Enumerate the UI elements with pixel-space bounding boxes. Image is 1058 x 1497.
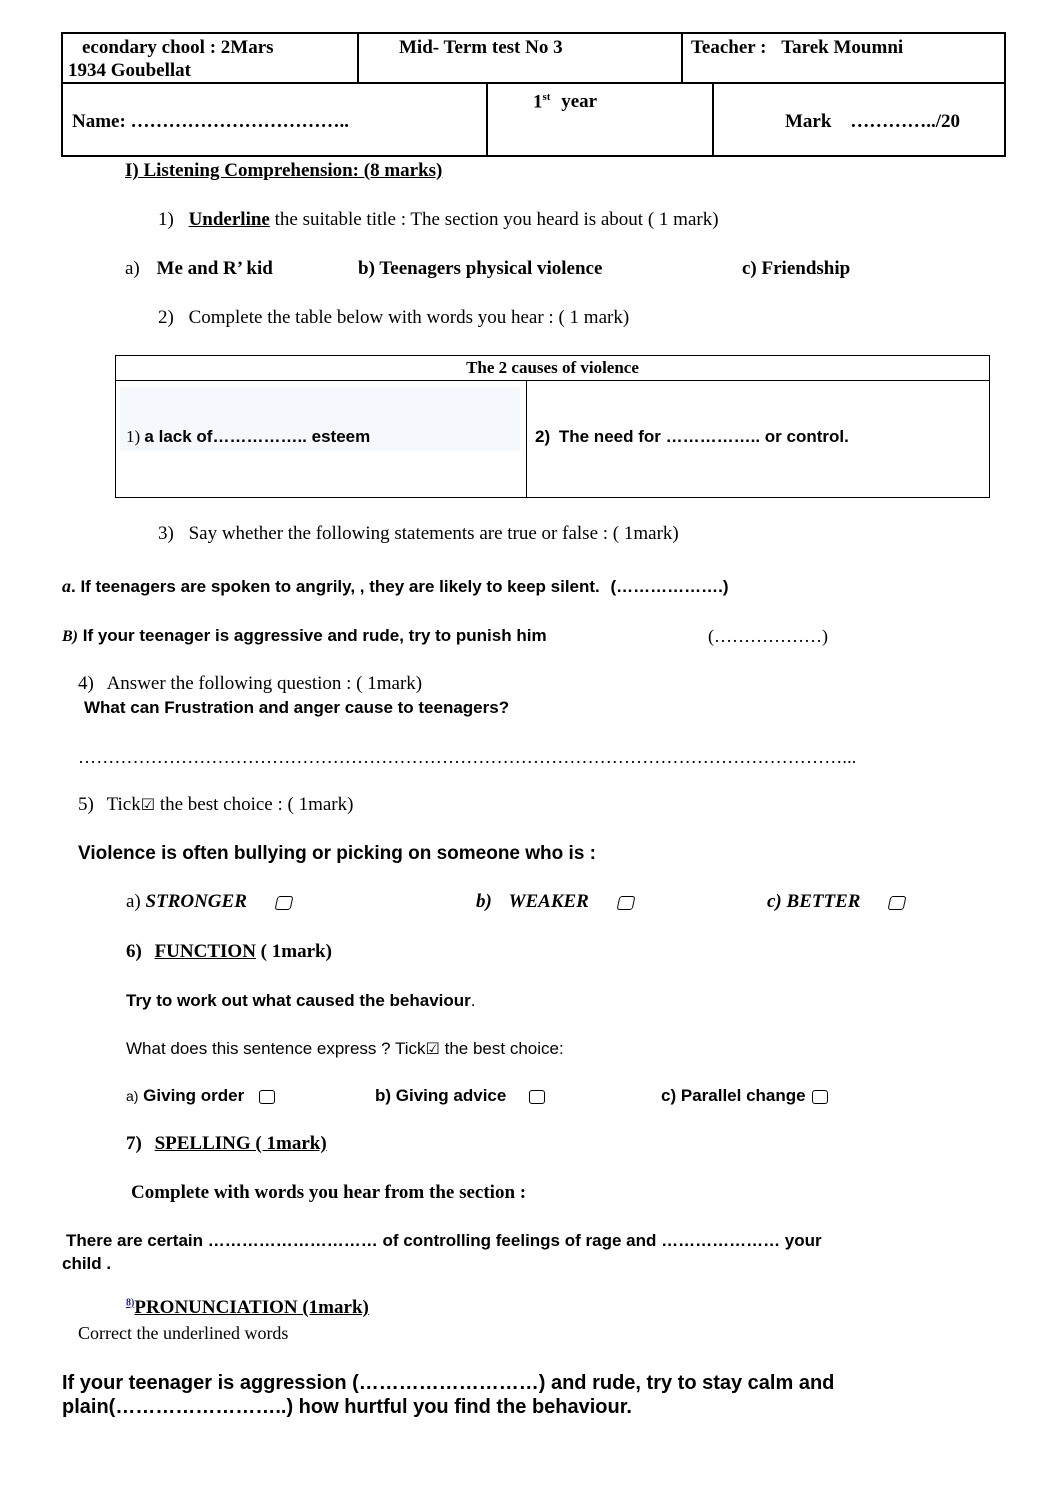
q6-option-a-label: Giving order (138, 1086, 245, 1105)
cause-1-text: a lack of…………….. esteem (144, 427, 371, 446)
q6-option-b[interactable] (375, 1086, 545, 1106)
q8-number[interactable]: 8) (126, 1297, 135, 1309)
q5-option-a-label: STRONGER (145, 891, 247, 912)
year-cell (533, 86, 597, 113)
q7-line2: child . (62, 1254, 112, 1273)
q6-sentence (126, 991, 476, 1011)
q6-sentence-end: . (470, 991, 476, 1010)
school-cell (68, 36, 353, 82)
causes-cell-1[interactable] (116, 381, 527, 497)
q8-line1[interactable]: If your teenager is aggression (………………………) and rude, try to stay calm and (62, 1372, 835, 1394)
checkbox-icon[interactable] (616, 896, 635, 910)
q2-number: 2) (158, 307, 174, 328)
q6-prompt-after: the best choice: (439, 1039, 564, 1058)
q6-title: FUNCTION (154, 941, 256, 962)
q4-number: 4) (78, 673, 94, 694)
q1-option-a-label: Me and R’ kid (156, 258, 273, 279)
causes-cell-2[interactable] (527, 381, 989, 497)
cause-2-number: 2) (535, 427, 551, 446)
teacher-name: Tarek Moumni (781, 37, 904, 58)
q6-sentence-text: Try to work out what caused the behaviour (126, 991, 471, 1010)
year-number: 1 (533, 91, 543, 113)
tick-box-icon: ☑ (140, 795, 156, 814)
q8-line2[interactable]: plain(……………………..) how hurtful you find the behaviour. (62, 1396, 632, 1418)
q8-instruction: Correct the underlined words (78, 1323, 289, 1343)
teacher-cell (691, 36, 903, 59)
school-line1: econdary chool : 2Mars (82, 37, 274, 58)
q4-instruction (78, 673, 422, 695)
year-sup: st (542, 91, 551, 103)
q3-instruction (158, 523, 679, 545)
q3-statement-a (62, 576, 729, 597)
q1-option-b-label: Teenagers physical violence (379, 258, 603, 279)
q5-option-c[interactable] (767, 891, 905, 913)
q6-number: 6) (126, 941, 142, 962)
q6-prompt (126, 1039, 564, 1059)
q3-statement-b-letter: B) (62, 628, 78, 645)
causes-table (115, 355, 990, 498)
q1-option-b[interactable] (358, 258, 602, 280)
q6-option-c[interactable] (661, 1086, 828, 1106)
checkbox-icon[interactable] (888, 896, 907, 910)
section-title: I) Listening Comprehension: (8 marks) (125, 160, 443, 181)
q1-option-a[interactable] (125, 258, 273, 280)
q6-option-a-letter: a) (126, 1088, 139, 1104)
mark-field[interactable]: …………../20 (850, 111, 960, 132)
q6-prompt-before: What does this sentence express ? Tick (126, 1039, 426, 1058)
q2-instruction (158, 307, 629, 329)
q1-option-a-letter: a) (125, 258, 140, 279)
q6-option-b-label: Giving advice (395, 1086, 507, 1105)
q5-option-a[interactable] (126, 891, 292, 913)
causes-table-header: The 2 causes of violence (116, 356, 989, 381)
checkbox-icon[interactable] (812, 1090, 828, 1104)
q5-option-b-letter: b) (476, 891, 492, 912)
q3-statement-a-letter: a (62, 576, 71, 596)
q6-marks: ( 1mark) (255, 941, 332, 962)
q6-option-b-letter: b) (375, 1086, 392, 1105)
q3-statement-a-text: . If teenagers are spoken to angrily, , they are likely to keep silent. (71, 577, 600, 596)
header-divider-4 (712, 82, 714, 155)
header-divider-1 (357, 34, 359, 82)
tick-box-icon: ☑ (425, 1039, 440, 1058)
header-divider-3 (486, 82, 488, 155)
q7-title: SPELLING ( 1mark) (154, 1133, 327, 1154)
q1-instruction (158, 209, 719, 231)
q1-keyword: Underline (188, 209, 270, 230)
mark-label: Mark (785, 111, 832, 132)
q7-instruction: Complete with words you hear from the section : (131, 1182, 527, 1203)
q7-line1[interactable]: There are certain ………………………… of controlling feelings of rage and ………………… your (66, 1231, 822, 1250)
q3-text: Say whether the following statements are true or false : ( 1mark) (188, 523, 679, 544)
name-field[interactable]: Name: …………………………….. (72, 111, 350, 132)
q3-statement-b-text: If your teenager is aggressive and rude, try to punish him (78, 626, 547, 645)
header-table (61, 32, 1006, 157)
q5-text-before: Tick (106, 794, 141, 815)
cause-2-text: The need for …………….. or control. (558, 427, 849, 446)
q7-number: 7) (126, 1133, 142, 1154)
q6-heading (126, 941, 332, 963)
q6-option-c-letter: c) (661, 1086, 677, 1105)
q5-option-b[interactable] (476, 891, 634, 913)
q1-number: 1) (158, 209, 174, 230)
q4-answer-line[interactable]: ………………………………………………………………………………………………………………... (78, 747, 857, 767)
school-line2: 1934 Goubellat (68, 60, 191, 81)
q5-instruction (78, 794, 353, 816)
checkbox-icon[interactable] (529, 1090, 545, 1104)
q4-question: What can Frustration and anger cause to teenagers? (84, 698, 510, 717)
q5-number: 5) (78, 794, 94, 815)
checkbox-icon[interactable] (259, 1090, 275, 1104)
cause-1-number: 1) (126, 427, 141, 446)
mark-cell (785, 110, 960, 133)
q5-option-b-label: WEAKER (508, 891, 589, 912)
cause-2 (535, 427, 849, 447)
q5-option-a-letter: a) (126, 891, 141, 912)
year-label: year (561, 91, 598, 113)
q4-text: Answer the following question : ( 1mark) (106, 673, 423, 694)
q5-option-c-label: BETTER (786, 891, 861, 912)
q1-text: the suitable title : The section you heard is about ( 1 mark) (269, 209, 719, 230)
q7-heading (126, 1133, 327, 1155)
teacher-label: Teacher : (691, 37, 767, 58)
checkbox-icon[interactable] (274, 896, 293, 910)
header-divider-2 (681, 34, 683, 82)
q3-number: 3) (158, 523, 174, 544)
cause-1 (126, 427, 370, 447)
q3-statement-b (62, 626, 547, 646)
q3-statement-b-blank[interactable]: (………………) (708, 626, 828, 646)
q1-option-c[interactable] (742, 258, 850, 280)
q1-option-c-label: Friendship (761, 258, 851, 279)
q8-title: PRONUNCIATION (1mark) (134, 1297, 369, 1318)
q5-prompt: Violence is often bullying or picking on someone who is : (78, 843, 596, 864)
header-row-divider (63, 82, 1004, 84)
q5-option-c-letter: c) (767, 891, 782, 912)
q5-text-after: the best choice : ( 1mark) (155, 794, 354, 815)
q2-text: Complete the table below with words you hear : ( 1 mark) (188, 307, 630, 328)
q6-option-a[interactable] (126, 1086, 275, 1106)
q8-heading (126, 1297, 369, 1319)
q1-option-c-letter: c) (742, 258, 757, 279)
q3-statement-a-blank[interactable]: (……………….) (610, 577, 729, 596)
test-title: Mid- Term test No 3 (399, 37, 563, 58)
q6-option-c-label: Parallel change (680, 1086, 806, 1105)
q1-option-b-letter: b) (358, 258, 375, 279)
